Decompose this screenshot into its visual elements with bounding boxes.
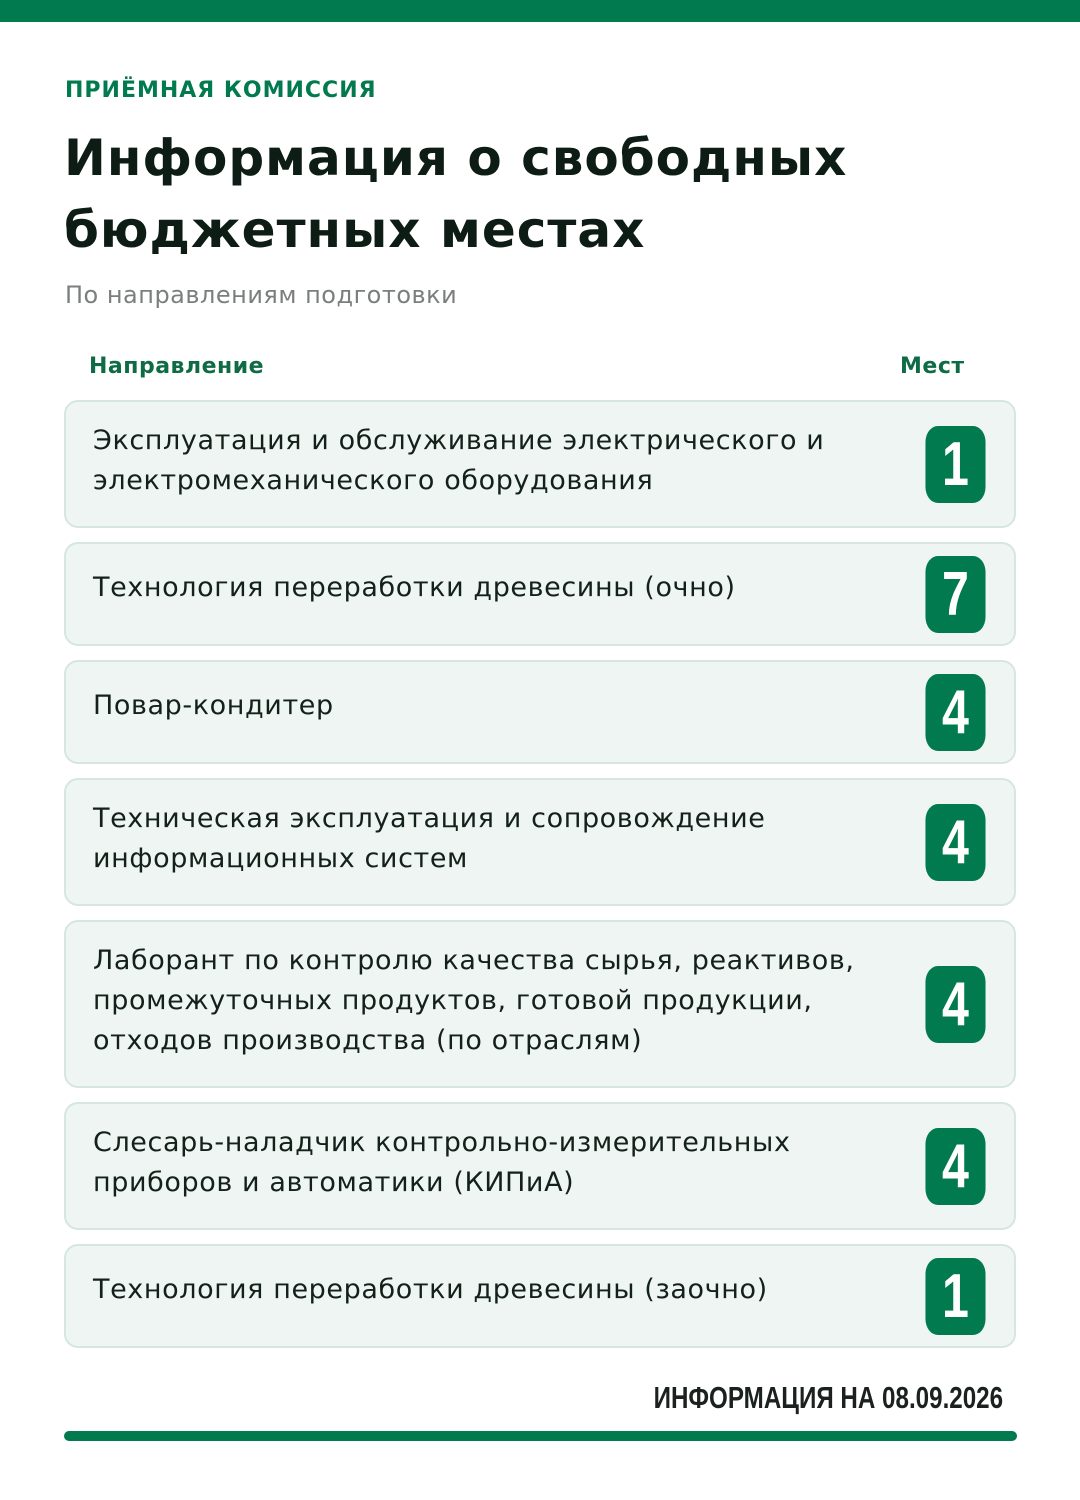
list-item — [64, 1244, 1016, 1348]
list-item — [64, 1102, 1016, 1230]
list-item — [64, 542, 1016, 646]
seats-count-badge: 4 — [925, 966, 985, 1043]
page-title: Информация о свободных бюджетных местах — [64, 129, 848, 259]
top-accent-bar — [0, 0, 1080, 22]
seats-count-badge: 7 — [925, 556, 985, 633]
column-header-direction: Направление — [89, 354, 265, 379]
direction-label: Слесарь-наладчик контрольно-измерительных приборов и автоматики (КИПиА) — [93, 1127, 791, 1198]
info-date-note: ИНФОРМАЦИЯ НА 08.09.2026 — [653, 1380, 1003, 1415]
direction-label: Лаборант по контролю качества сырья, реактивов, промежуточных продуктов, готовой продукции, отходов производства (по отраслям) — [93, 945, 855, 1056]
list-item — [64, 400, 1016, 528]
direction-label: Эксплуатация и обслуживание электрического и электромеханического оборудования — [93, 425, 825, 496]
seats-list — [64, 400, 1016, 1362]
seats-count-badge: 1 — [925, 426, 985, 503]
section-eyebrow: ПРИЁМНАЯ КОМИССИЯ — [65, 78, 377, 103]
list-item — [64, 778, 1016, 906]
direction-label: Технология переработки древесины (очно) — [93, 572, 736, 603]
list-item — [64, 920, 1016, 1088]
bottom-accent-rule — [64, 1431, 1017, 1441]
direction-label: Повар-кондитер — [93, 690, 334, 721]
seats-count-badge: 1 — [925, 1258, 985, 1335]
seats-count-badge: 4 — [925, 804, 985, 881]
list-item — [64, 660, 1016, 764]
seats-count-badge: 4 — [925, 1128, 985, 1205]
page-subtitle: По направлениям подготовки — [65, 281, 458, 309]
direction-label: Технология переработки древесины (заочно) — [93, 1274, 768, 1305]
seats-count-badge: 4 — [925, 674, 985, 751]
column-header-seats: Мест — [900, 354, 965, 379]
direction-label: Техническая эксплуатация и сопровождение информационных систем — [93, 803, 766, 874]
